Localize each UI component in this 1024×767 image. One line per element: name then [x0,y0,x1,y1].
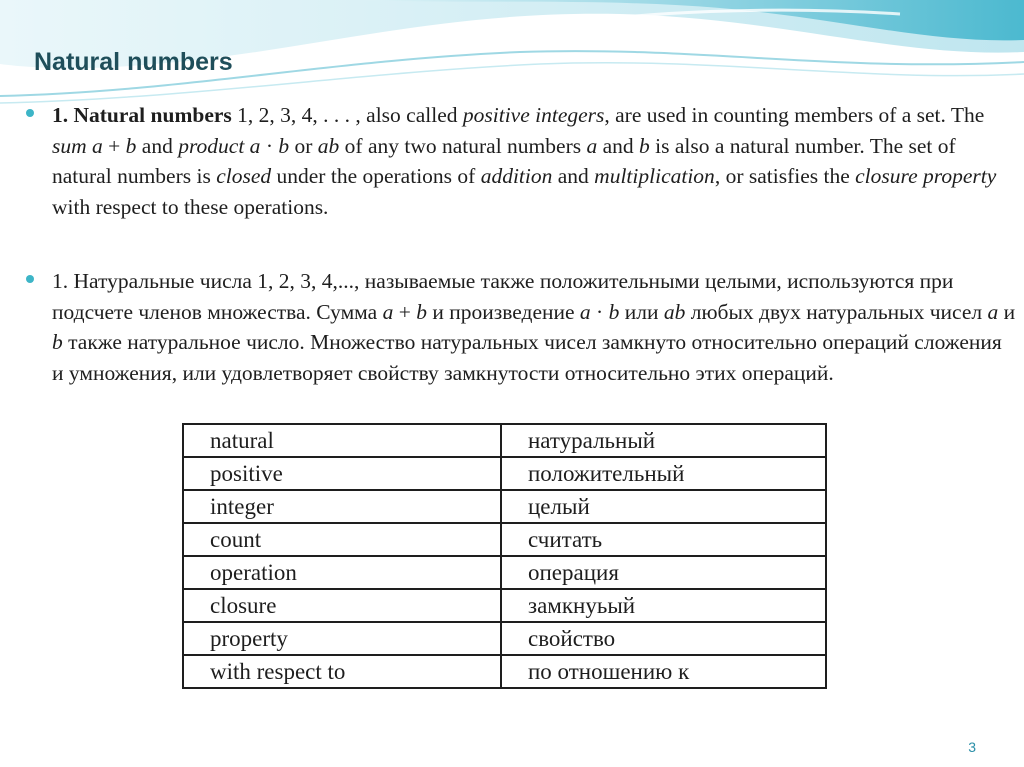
text-run: ab [663,299,686,324]
vocabulary-table [182,423,827,689]
text-run: · [260,133,279,158]
bullet-english-text [52,100,1016,223]
text-run: b [416,299,427,324]
text-run: and [597,133,640,158]
text-run: or [289,133,318,158]
vocab-english-term: integer [183,490,501,523]
vocab-row [183,655,826,688]
text-run: a [586,133,598,158]
text-run: 1. Натуральные числа 1, 2, 3, 4,..., называемые также положительными целыми, используются при подсчете членов множества. Сумма [52,269,954,324]
vocab-english-term: property [183,622,501,655]
text-run: · [590,299,609,324]
vocab-english-term: with respect to [183,655,501,688]
text-run: и произведение [426,299,580,324]
text-run: b [52,330,63,355]
vocab-row [183,457,826,490]
text-run: b [608,299,620,324]
text-run: 1. Natural numbers [52,103,232,127]
vocab-english-term: closure [183,589,501,622]
vocab-russian-term: целый [501,490,826,523]
text-run: is also a natural number. The set of natural numbers is [52,133,956,189]
text-run: + [102,133,126,158]
text-run: and [552,164,595,189]
page-number: 3 [968,739,976,755]
bullet-russian-text [52,266,1016,389]
bullet-dot-icon [26,109,34,117]
vocab-english-term: positive [183,457,501,490]
text-run: также натуральное число. Множество натуральных чисел замкнуто относительно операций сложения и умножения, или удовлетворяет свойству замкнутости относительно этих операций. [52,330,1002,386]
vocab-russian-term: натуральный [501,424,826,457]
text-run: positive integers [462,103,605,127]
text-run: a [987,299,999,324]
slide-title: Natural numbers [34,48,233,76]
text-run: multiplication [594,164,715,189]
text-run: with respect to these operations. [52,195,329,220]
vocab-row [183,622,826,655]
vocab-english-term: natural [183,424,501,457]
vocab-row [183,523,826,556]
vocab-russian-term: свойство [501,622,826,655]
text-run: ab [317,133,340,158]
text-run: closed [216,164,272,189]
vocab-row [183,424,826,457]
text-run: sum a [52,133,103,158]
text-run: a [382,299,394,324]
text-run: under the operations of [271,164,481,189]
bullet-dot-icon [26,275,34,283]
vocab-row [183,556,826,589]
text-run: b [278,133,290,158]
vocab-russian-term: считать [501,523,826,556]
vocab-row [183,490,826,523]
text-run: , or satisfies the [714,164,856,189]
text-run: + [393,299,417,324]
text-run: closure property [855,164,997,189]
vocab-row [183,589,826,622]
text-run: a [579,299,591,324]
vocab-russian-term: по отношению к [501,655,826,688]
vocab-english-term: operation [183,556,501,589]
text-run: или [619,299,664,324]
bullet-english [26,100,1016,223]
text-run: 1, 2, 3, 4, . . . , also called [231,103,463,127]
vocab-russian-term: положительный [501,457,826,490]
text-run: b [125,133,137,158]
bullet-russian [26,266,1016,389]
text-run: product a [178,133,261,158]
vocab-russian-term: операция [501,556,826,589]
text-run: b [639,133,650,158]
text-run: and [136,133,179,158]
text-run: addition [480,164,553,189]
text-run: of any two natural numbers [339,133,587,158]
text-run: , are used in counting members of a set. The [604,103,985,127]
vocab-russian-term: замкнуьый [501,589,826,622]
text-run: и [998,299,1016,324]
text-run: любых двух натуральных чисел [685,299,988,324]
vocab-english-term: count [183,523,501,556]
